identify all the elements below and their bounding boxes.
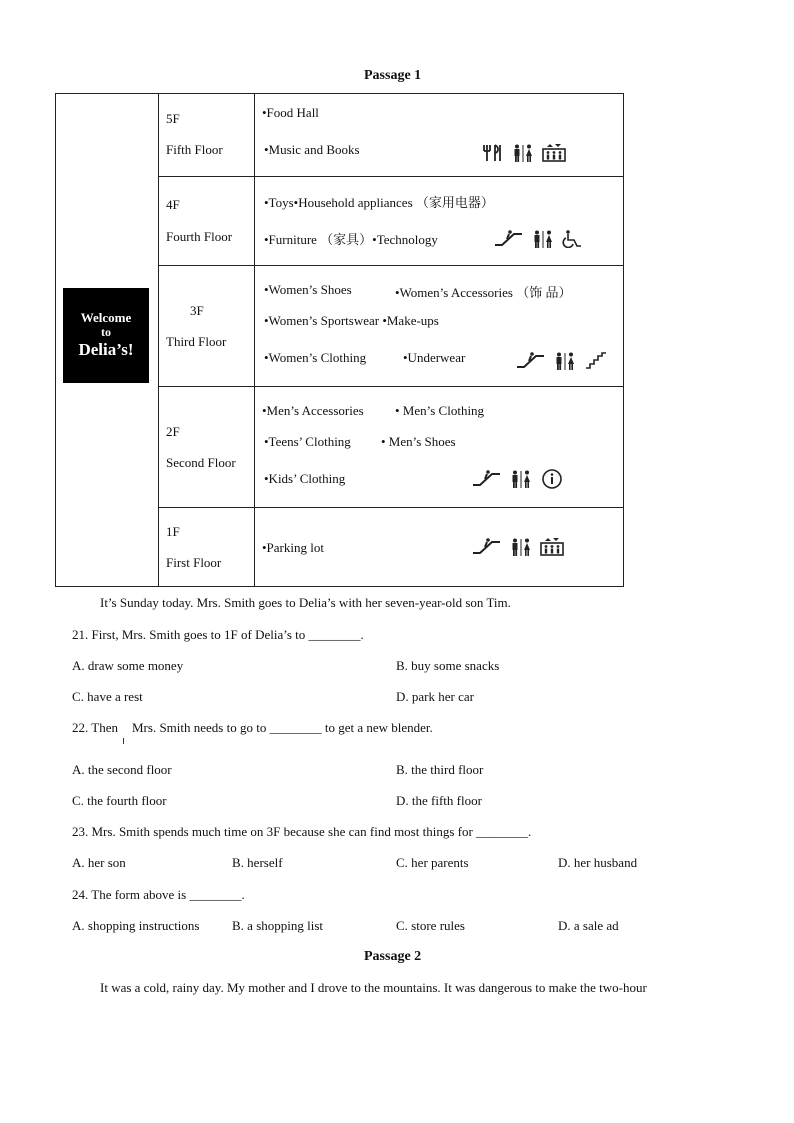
welcome-line-3: Delia’s!	[78, 340, 134, 359]
information-icon	[540, 469, 564, 489]
question-stem-start: 22. Then	[72, 720, 118, 735]
escalator-icon	[494, 230, 524, 248]
answer-option: D. park her car	[396, 689, 474, 704]
floor-item: •Women’s Clothing	[264, 350, 367, 365]
floor-item: •Underwear	[403, 350, 466, 365]
stray-mark	[123, 738, 124, 744]
floor-code: 5F	[166, 111, 180, 126]
answer-option: D. the fifth floor	[396, 793, 482, 808]
answer-option: A. draw some money	[72, 658, 184, 673]
floor-item: •Men’s Accessories	[262, 403, 364, 418]
table-divider	[158, 386, 624, 387]
passage-2-text: It was a cold, rainy day. My mother and I drove to the mountains. It was dangerous to make the two-hour	[100, 980, 647, 995]
floor-item: • Men’s Shoes	[381, 434, 456, 449]
table-divider	[158, 176, 624, 177]
floor-name: Fifth Floor	[166, 142, 223, 157]
floor-item: •Kids’ Clothing	[264, 471, 346, 486]
answer-option: C. her parents	[396, 855, 469, 870]
answer-option: A. shopping instructions	[72, 918, 200, 933]
welcome-line-2: to	[101, 325, 111, 339]
answer-option: C. have a rest	[72, 689, 143, 704]
floor-code: 1F	[166, 524, 180, 539]
floor-code: 3F	[190, 303, 204, 318]
question-stem: 24. The form above is ________.	[72, 887, 245, 902]
floor-code: 2F	[166, 424, 180, 439]
floor-icons	[482, 144, 566, 162]
answer-option: A. the second floor	[72, 762, 172, 777]
restroom-icon	[510, 538, 532, 556]
table-divider	[254, 93, 255, 587]
floor-code: 4F	[166, 197, 180, 212]
restroom-icon	[554, 352, 576, 370]
answer-option: C. store rules	[396, 918, 465, 933]
welcome-sign	[63, 288, 149, 383]
elevator-icon	[542, 144, 566, 162]
table-divider	[158, 93, 159, 587]
answer-option: D. a sale ad	[558, 918, 619, 933]
floor-icons	[516, 352, 608, 370]
answer-option: B. herself	[232, 855, 283, 870]
floor-item: •Toys•Household appliances （家用电器）	[264, 195, 494, 210]
floor-icons	[472, 469, 564, 489]
question-stem: 23. Mrs. Smith spends much time on 3F because she can find most things for ________.	[72, 824, 532, 839]
floor-item: •Music and Books	[264, 142, 360, 157]
table-divider	[158, 507, 624, 508]
question-stem: 21. First, Mrs. Smith goes to 1F of Delia’s to ________.	[72, 627, 364, 642]
escalator-icon	[472, 538, 502, 556]
floor-item: •Furniture （家具）•Technology	[264, 232, 438, 247]
restroom-icon	[510, 470, 532, 488]
floor-item: •Women’s Shoes	[264, 282, 352, 297]
floor-name: Fourth Floor	[166, 229, 233, 244]
stairs-icon	[584, 352, 608, 370]
answer-option: B. a shopping list	[232, 918, 324, 933]
floor-name: First Floor	[166, 555, 222, 570]
floor-item: • Men’s Clothing	[395, 403, 485, 418]
passage-1-title: Passage 1	[364, 68, 422, 83]
restroom-icon	[532, 230, 554, 248]
welcome-line-1: Welcome	[80, 310, 132, 325]
floor-item: •Food Hall	[262, 105, 319, 120]
floor-item: •Women’s Accessories （饰 品）	[395, 285, 572, 300]
wheelchair-icon	[562, 230, 586, 248]
elevator-icon	[540, 538, 564, 556]
answer-option: C. the fourth floor	[72, 793, 167, 808]
restaurant-icon	[482, 144, 504, 162]
question-stem-end: Mrs. Smith needs to go to ________ to get a new blender.	[132, 720, 433, 735]
floor-item: •Teens’ Clothing	[264, 434, 351, 449]
answer-option: A. her son	[72, 855, 126, 870]
table-divider	[158, 265, 624, 266]
escalator-icon	[516, 352, 546, 370]
floor-icons	[472, 538, 564, 556]
floor-item: •Parking lot	[262, 540, 324, 555]
answer-option: D. her husband	[558, 855, 638, 870]
floor-name: Third Floor	[166, 334, 227, 349]
floor-icons	[494, 230, 586, 248]
passage-2-title: Passage 2	[364, 949, 422, 964]
passage-intro: It’s Sunday today. Mrs. Smith goes to Delia’s with her seven-year-old son Tim.	[100, 595, 511, 610]
floor-item: •Women’s Sportswear •Make-ups	[264, 313, 439, 328]
answer-option: B. the third floor	[396, 762, 484, 777]
answer-option: B. buy some snacks	[396, 658, 500, 673]
escalator-icon	[472, 470, 502, 488]
restroom-icon	[512, 144, 534, 162]
floor-name: Second Floor	[166, 455, 236, 470]
